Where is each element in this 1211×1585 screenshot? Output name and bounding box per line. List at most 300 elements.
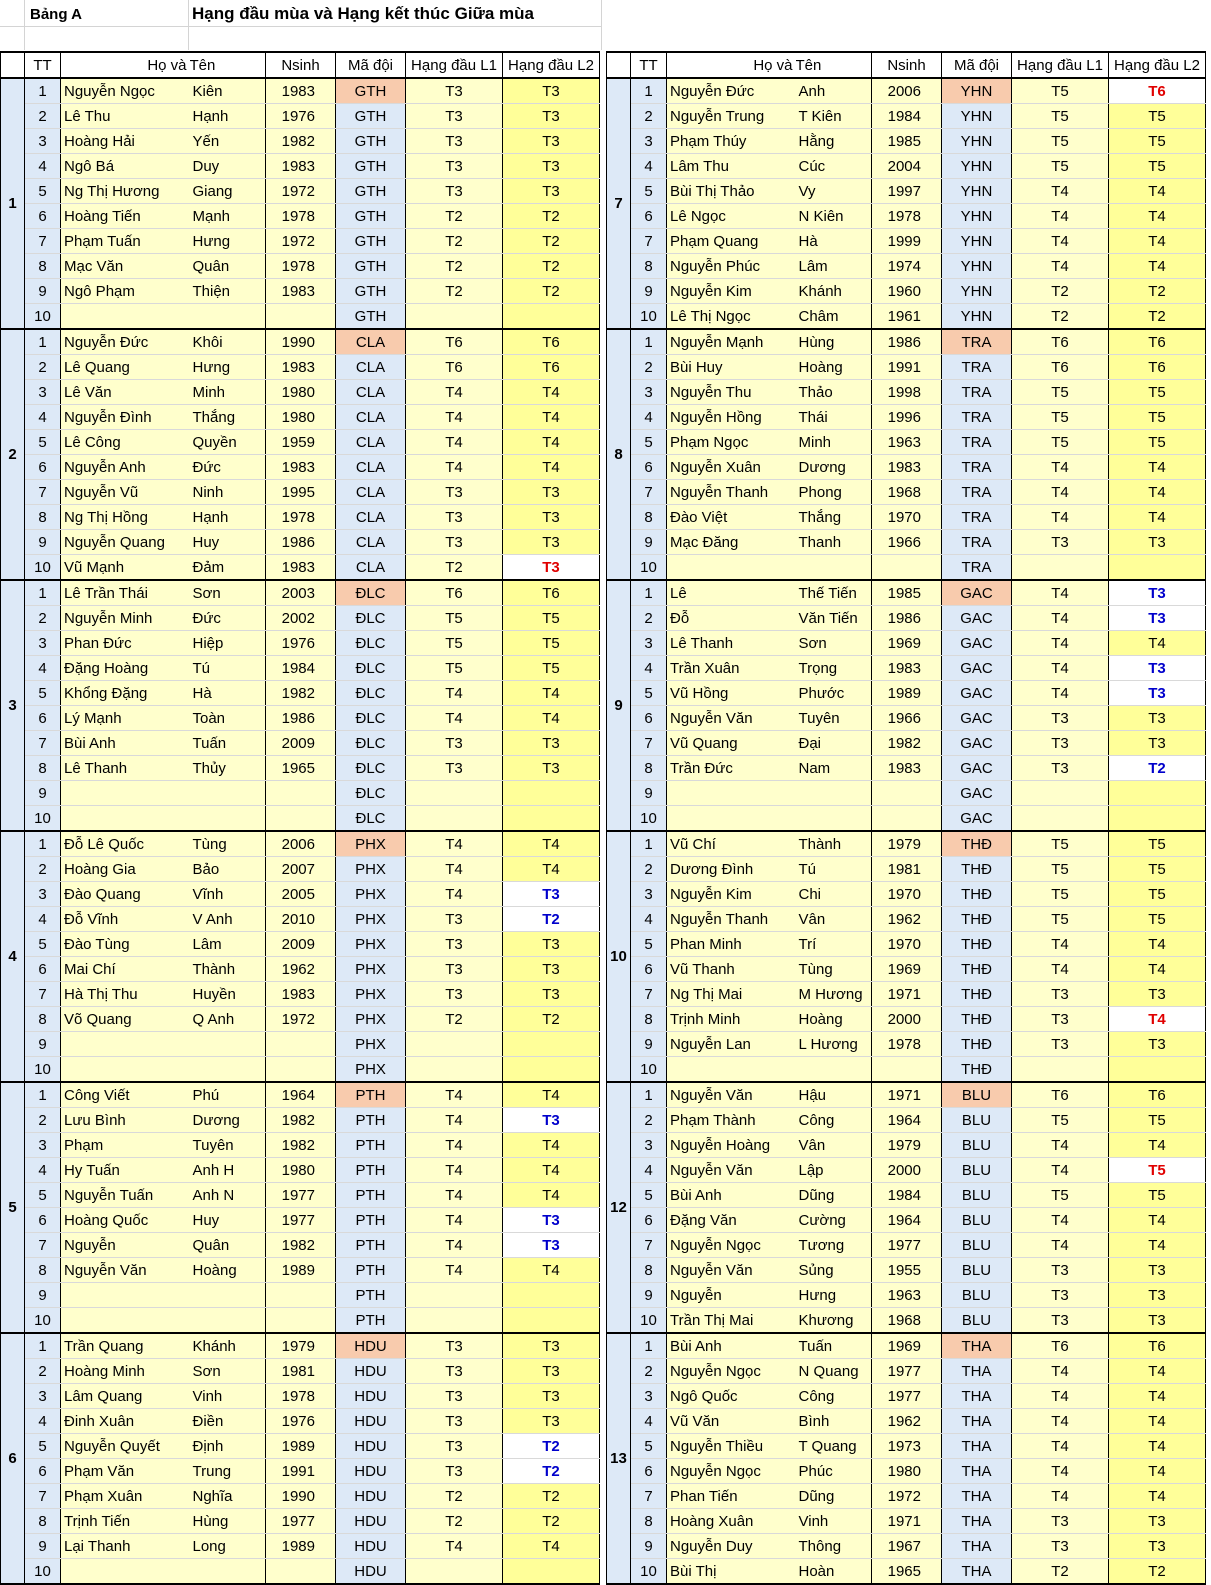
row-number: 8 bbox=[25, 1007, 61, 1032]
rank-l1: T4 bbox=[1012, 1359, 1109, 1384]
team-code: ĐLC bbox=[336, 756, 406, 781]
birth-year: 1983 bbox=[266, 455, 336, 480]
rank-l2: T4 bbox=[503, 405, 600, 430]
table-row bbox=[607, 555, 1206, 581]
player-surname: Nguyễn Quyết bbox=[61, 1434, 190, 1459]
rank-l2: T4 bbox=[1109, 1133, 1206, 1158]
rank-l2 bbox=[1109, 1057, 1206, 1083]
rank-l2: T4 bbox=[1109, 1384, 1206, 1409]
player-surname: Hoàng Xuân bbox=[667, 1509, 796, 1534]
row-number: 3 bbox=[25, 882, 61, 907]
rank-l1: T4 bbox=[406, 405, 503, 430]
table-row bbox=[1, 1057, 600, 1083]
player-given-name: Thắng bbox=[796, 505, 872, 530]
birth-year: 1978 bbox=[266, 505, 336, 530]
rank-l1: T3 bbox=[406, 1359, 503, 1384]
row-number: 9 bbox=[25, 1032, 61, 1057]
rank-l2: T4 bbox=[503, 681, 600, 706]
player-surname: Nguyễn Thiều bbox=[667, 1434, 796, 1459]
rank-l2: T2 bbox=[1109, 279, 1206, 304]
rank-l2: T2 bbox=[503, 1434, 600, 1459]
team-code: GAC bbox=[942, 756, 1012, 781]
row-number: 6 bbox=[25, 1208, 61, 1233]
birth-year: 1971 bbox=[872, 982, 942, 1007]
player-given-name: Lâm bbox=[796, 254, 872, 279]
rank-l2: T5 bbox=[1109, 104, 1206, 129]
birth-year: 1986 bbox=[266, 530, 336, 555]
header-ho: Họ và bbox=[61, 52, 190, 78]
team-code: GAC bbox=[942, 706, 1012, 731]
birth-year: 1980 bbox=[266, 405, 336, 430]
rank-l1 bbox=[406, 1308, 503, 1334]
birth-year: 1964 bbox=[872, 1108, 942, 1133]
player-given-name: T Quang bbox=[796, 1434, 872, 1459]
rank-l1: T3 bbox=[406, 932, 503, 957]
player-surname: Lê Thu bbox=[61, 104, 190, 129]
team-code: ĐLC bbox=[336, 631, 406, 656]
birth-year: 1982 bbox=[266, 681, 336, 706]
team-code: PHX bbox=[336, 1032, 406, 1057]
rank-l1: T5 bbox=[406, 631, 503, 656]
birth-year: 1970 bbox=[872, 505, 942, 530]
player-surname: Trần Thị Mai bbox=[667, 1308, 796, 1334]
rank-l2: T2 bbox=[503, 1509, 600, 1534]
player-surname: Hoàng Gia bbox=[61, 857, 190, 882]
rank-l1: T3 bbox=[1012, 1258, 1109, 1283]
birth-year: 1982 bbox=[266, 1133, 336, 1158]
row-number: 2 bbox=[25, 355, 61, 380]
gridline bbox=[188, 0, 189, 50]
header-row bbox=[1, 52, 600, 78]
row-number: 4 bbox=[25, 405, 61, 430]
row-number: 6 bbox=[25, 706, 61, 731]
birth-year: 1980 bbox=[266, 1158, 336, 1183]
player-surname: Mai Chí bbox=[61, 957, 190, 982]
rank-l2: T3 bbox=[503, 179, 600, 204]
player-given-name: Hùng bbox=[190, 1509, 266, 1534]
birth-year: 1976 bbox=[266, 104, 336, 129]
birth-year: 1982 bbox=[266, 1233, 336, 1258]
rank-l1: T3 bbox=[1012, 1308, 1109, 1334]
roster-table-left bbox=[0, 51, 600, 1585]
team-code: THA bbox=[942, 1534, 1012, 1559]
rank-l1: T4 bbox=[406, 1183, 503, 1208]
birth-year: 1980 bbox=[872, 1459, 942, 1484]
rank-l1 bbox=[406, 781, 503, 806]
player-given-name: Q Anh bbox=[190, 1007, 266, 1032]
rank-l2: T4 bbox=[503, 831, 600, 857]
team-code: CLA bbox=[336, 505, 406, 530]
row-number: 9 bbox=[25, 530, 61, 555]
table-row bbox=[1, 154, 600, 179]
rank-l2: T5 bbox=[503, 631, 600, 656]
rank-l2 bbox=[503, 781, 600, 806]
table-row bbox=[1, 1509, 600, 1534]
team-code: ĐLC bbox=[336, 656, 406, 681]
player-given-name: Minh bbox=[190, 380, 266, 405]
rank-l1: T4 bbox=[406, 857, 503, 882]
table-row bbox=[607, 857, 1206, 882]
player-surname: Lê Công bbox=[61, 430, 190, 455]
table-row bbox=[607, 78, 1206, 104]
player-surname: Hoàng Tiến bbox=[61, 204, 190, 229]
birth-year bbox=[266, 781, 336, 806]
player-given-name: Vân bbox=[796, 1133, 872, 1158]
row-number: 3 bbox=[631, 1384, 667, 1409]
player-given-name: Văn Tiến bbox=[796, 606, 872, 631]
player-given-name: Đại bbox=[796, 731, 872, 756]
rank-l1: T6 bbox=[1012, 329, 1109, 355]
team-code: YHN bbox=[942, 129, 1012, 154]
rank-l2: T4 bbox=[1109, 455, 1206, 480]
rank-l1: T5 bbox=[406, 656, 503, 681]
table-row bbox=[1, 932, 600, 957]
rank-l1: T4 bbox=[1012, 1409, 1109, 1434]
header-blank bbox=[1, 52, 25, 78]
birth-year: 1968 bbox=[872, 1308, 942, 1334]
table-row bbox=[1, 505, 600, 530]
rank-l1: T4 bbox=[1012, 606, 1109, 631]
team-code: GTH bbox=[336, 304, 406, 330]
team-code: CLA bbox=[336, 329, 406, 355]
player-surname bbox=[667, 806, 796, 832]
rank-l1: T2 bbox=[406, 229, 503, 254]
rank-l1: T4 bbox=[1012, 254, 1109, 279]
table-row bbox=[607, 1283, 1206, 1308]
team-code: YHN bbox=[942, 229, 1012, 254]
table-row bbox=[1, 1359, 600, 1384]
player-surname: Ng Thị Mai bbox=[667, 982, 796, 1007]
rank-l2: T4 bbox=[503, 430, 600, 455]
birth-year: 1976 bbox=[266, 1409, 336, 1434]
row-number: 2 bbox=[25, 606, 61, 631]
player-given-name: Cường bbox=[796, 1208, 872, 1233]
row-number: 3 bbox=[25, 1384, 61, 1409]
rank-l1: T2 bbox=[1012, 279, 1109, 304]
sheet-title-row bbox=[0, 0, 602, 28]
player-surname: Đỗ bbox=[667, 606, 796, 631]
roster-table-right bbox=[606, 51, 1206, 1585]
birth-year: 1979 bbox=[872, 831, 942, 857]
player-surname: Khổng Đặng bbox=[61, 681, 190, 706]
player-surname: Phạm Quang bbox=[667, 229, 796, 254]
rank-l2: T5 bbox=[1109, 1108, 1206, 1133]
rank-l1: T4 bbox=[1012, 455, 1109, 480]
table-row bbox=[1, 806, 600, 832]
player-surname bbox=[61, 781, 190, 806]
player-given-name: Nghĩa bbox=[190, 1484, 266, 1509]
row-number: 5 bbox=[631, 179, 667, 204]
rank-l1: T4 bbox=[1012, 229, 1109, 254]
player-given-name: Vĩnh bbox=[190, 882, 266, 907]
team-code: THĐ bbox=[942, 957, 1012, 982]
rank-l2: T4 bbox=[1109, 1208, 1206, 1233]
table-row bbox=[1, 1434, 600, 1459]
rank-l1: T3 bbox=[406, 1409, 503, 1434]
birth-year: 1983 bbox=[872, 455, 942, 480]
team-code: YHN bbox=[942, 179, 1012, 204]
rank-l1: T4 bbox=[406, 1082, 503, 1108]
player-given-name: Hoàng bbox=[796, 355, 872, 380]
row-number: 6 bbox=[25, 455, 61, 480]
rank-l1: T5 bbox=[1012, 907, 1109, 932]
birth-year: 1969 bbox=[872, 631, 942, 656]
player-given-name: Tương bbox=[796, 1233, 872, 1258]
rank-l2: T4 bbox=[1109, 229, 1206, 254]
rank-l2: T3 bbox=[1109, 580, 1206, 606]
gridline bbox=[0, 26, 602, 27]
rank-l2 bbox=[1109, 806, 1206, 832]
team-code: PHX bbox=[336, 1057, 406, 1083]
birth-year: 2010 bbox=[266, 907, 336, 932]
player-surname: Lưu Bình bbox=[61, 1108, 190, 1133]
player-surname: Hy Tuấn bbox=[61, 1158, 190, 1183]
rank-l1: T3 bbox=[406, 982, 503, 1007]
birth-year: 1964 bbox=[872, 1208, 942, 1233]
rank-l2: T2 bbox=[1109, 1559, 1206, 1585]
rank-l2: T2 bbox=[503, 279, 600, 304]
player-surname: Nguyễn Văn bbox=[667, 1082, 796, 1108]
birth-year: 1981 bbox=[266, 1359, 336, 1384]
row-number: 9 bbox=[631, 1283, 667, 1308]
player-given-name: Tú bbox=[190, 656, 266, 681]
table-row bbox=[1, 831, 600, 857]
rank-l1: T4 bbox=[1012, 681, 1109, 706]
rank-l2: T3 bbox=[1109, 606, 1206, 631]
birth-year: 2007 bbox=[266, 857, 336, 882]
header-nsinh: Nsinh bbox=[266, 52, 336, 78]
table-row bbox=[1, 1183, 600, 1208]
group-label: 13 bbox=[607, 1333, 631, 1584]
table-row bbox=[607, 254, 1206, 279]
birth-year: 1989 bbox=[266, 1258, 336, 1283]
team-code: YHN bbox=[942, 204, 1012, 229]
player-given-name: Châm bbox=[796, 304, 872, 330]
rank-l2: T5 bbox=[1109, 1158, 1206, 1183]
row-number: 9 bbox=[631, 279, 667, 304]
rank-l1 bbox=[406, 1057, 503, 1083]
table-row bbox=[607, 505, 1206, 530]
row-number: 2 bbox=[631, 1108, 667, 1133]
table-row bbox=[1, 1459, 600, 1484]
player-surname: Đặng Văn bbox=[667, 1208, 796, 1233]
rank-l2: T4 bbox=[1109, 1484, 1206, 1509]
player-surname: Ngô Quốc bbox=[667, 1384, 796, 1409]
rank-l2: T3 bbox=[1109, 681, 1206, 706]
row-number: 2 bbox=[25, 104, 61, 129]
rank-l1: T3 bbox=[406, 104, 503, 129]
row-number: 5 bbox=[25, 179, 61, 204]
row-number: 5 bbox=[631, 1434, 667, 1459]
player-given-name: Anh bbox=[796, 78, 872, 104]
rank-l2: T3 bbox=[1109, 1308, 1206, 1334]
player-surname: Hoàng Minh bbox=[61, 1359, 190, 1384]
player-given-name: Kiên bbox=[190, 78, 266, 104]
row-number: 3 bbox=[631, 380, 667, 405]
rank-l1: T2 bbox=[406, 279, 503, 304]
rank-l1: T5 bbox=[1012, 430, 1109, 455]
player-surname: Nguyễn Lan bbox=[667, 1032, 796, 1057]
table-row bbox=[1, 1032, 600, 1057]
birth-year: 1989 bbox=[266, 1434, 336, 1459]
table-row bbox=[1, 1534, 600, 1559]
player-given-name: Dương bbox=[796, 455, 872, 480]
table-row bbox=[607, 355, 1206, 380]
player-surname: Nguyễn Thanh bbox=[667, 480, 796, 505]
team-code: HDU bbox=[336, 1459, 406, 1484]
row-number: 1 bbox=[631, 329, 667, 355]
player-given-name: N Kiên bbox=[796, 204, 872, 229]
rank-l2: T5 bbox=[1109, 857, 1206, 882]
rank-l2: T5 bbox=[1109, 430, 1206, 455]
row-number: 3 bbox=[631, 631, 667, 656]
birth-year: 1991 bbox=[266, 1459, 336, 1484]
team-code: ĐLC bbox=[336, 731, 406, 756]
row-number: 1 bbox=[631, 1333, 667, 1359]
rank-l1: T6 bbox=[406, 329, 503, 355]
birth-year: 2009 bbox=[266, 731, 336, 756]
rank-l2: T5 bbox=[1109, 129, 1206, 154]
row-number: 3 bbox=[631, 129, 667, 154]
player-given-name: Hoàng bbox=[190, 1258, 266, 1283]
rank-l2: T4 bbox=[503, 706, 600, 731]
rank-l1: T4 bbox=[406, 1208, 503, 1233]
player-surname: Dương Đình bbox=[667, 857, 796, 882]
team-code: GAC bbox=[942, 656, 1012, 681]
team-code: PHX bbox=[336, 857, 406, 882]
team-code: PTH bbox=[336, 1258, 406, 1283]
birth-year: 1983 bbox=[266, 355, 336, 380]
birth-year bbox=[872, 1057, 942, 1083]
player-surname bbox=[61, 1308, 190, 1334]
player-surname: Nguyễn Anh bbox=[61, 455, 190, 480]
birth-year bbox=[872, 806, 942, 832]
table-row bbox=[1, 355, 600, 380]
group-label: 5 bbox=[1, 1082, 25, 1333]
rank-l2: T4 bbox=[503, 1534, 600, 1559]
rank-l1: T4 bbox=[1012, 204, 1109, 229]
rank-l1: T6 bbox=[406, 355, 503, 380]
table-row bbox=[1, 681, 600, 706]
group-label: 6 bbox=[1, 1333, 25, 1584]
player-surname bbox=[61, 1032, 190, 1057]
rank-l1: T4 bbox=[1012, 480, 1109, 505]
player-given-name: Thông bbox=[796, 1534, 872, 1559]
player-given-name: Bình bbox=[796, 1409, 872, 1434]
birth-year: 1961 bbox=[872, 304, 942, 330]
player-given-name: Cúc bbox=[796, 154, 872, 179]
table-row bbox=[1, 480, 600, 505]
row-number: 2 bbox=[25, 1108, 61, 1133]
row-number: 4 bbox=[631, 154, 667, 179]
team-code: BLU bbox=[942, 1208, 1012, 1233]
team-code: THA bbox=[942, 1484, 1012, 1509]
rank-l1: T6 bbox=[1012, 1333, 1109, 1359]
player-given-name: Công bbox=[796, 1384, 872, 1409]
player-given-name: T Kiên bbox=[796, 104, 872, 129]
row-number: 6 bbox=[631, 1459, 667, 1484]
birth-year: 1972 bbox=[872, 1484, 942, 1509]
rank-l2: T3 bbox=[503, 154, 600, 179]
team-code: YHN bbox=[942, 78, 1012, 104]
team-code: PTH bbox=[336, 1133, 406, 1158]
table-row bbox=[1, 380, 600, 405]
row-number: 1 bbox=[25, 580, 61, 606]
table-row bbox=[607, 1057, 1206, 1083]
rank-l1: T3 bbox=[406, 480, 503, 505]
player-given-name: Giang bbox=[190, 179, 266, 204]
rank-l1: T4 bbox=[406, 1108, 503, 1133]
team-code: YHN bbox=[942, 254, 1012, 279]
table-row bbox=[607, 1183, 1206, 1208]
rank-l2: T3 bbox=[503, 505, 600, 530]
team-code: HDU bbox=[336, 1484, 406, 1509]
team-code: GTH bbox=[336, 154, 406, 179]
rank-l2: T6 bbox=[1109, 329, 1206, 355]
player-given-name: Thủy bbox=[190, 756, 266, 781]
rank-l2: T3 bbox=[503, 78, 600, 104]
table-row bbox=[1, 129, 600, 154]
player-surname bbox=[667, 555, 796, 581]
rank-l1: T3 bbox=[406, 1459, 503, 1484]
player-given-name bbox=[190, 1283, 266, 1308]
team-code: CLA bbox=[336, 430, 406, 455]
rank-l2: T2 bbox=[503, 254, 600, 279]
table-row bbox=[1, 530, 600, 555]
rank-l1: T3 bbox=[406, 530, 503, 555]
birth-year: 2004 bbox=[872, 154, 942, 179]
birth-year: 1962 bbox=[872, 907, 942, 932]
table-row bbox=[1, 329, 600, 355]
rank-l2: T3 bbox=[503, 530, 600, 555]
player-surname: Vũ Mạnh bbox=[61, 555, 190, 581]
player-given-name bbox=[190, 1559, 266, 1585]
player-given-name bbox=[796, 1057, 872, 1083]
rank-l2: T4 bbox=[1109, 1434, 1206, 1459]
player-surname: Đặng Hoàng bbox=[61, 656, 190, 681]
player-given-name: Sơn bbox=[190, 580, 266, 606]
player-given-name: Hậu bbox=[796, 1082, 872, 1108]
player-given-name: Hạnh bbox=[190, 505, 266, 530]
table-row bbox=[607, 1384, 1206, 1409]
rank-l1: T3 bbox=[406, 1333, 503, 1359]
player-given-name bbox=[796, 806, 872, 832]
rank-l2: T4 bbox=[1109, 631, 1206, 656]
header-rank-l2: Hạng đầu L2 bbox=[1109, 52, 1206, 78]
group-label: 7 bbox=[607, 78, 631, 329]
table-row bbox=[1, 1082, 600, 1108]
birth-year: 1983 bbox=[266, 982, 336, 1007]
team-code: GTH bbox=[336, 179, 406, 204]
player-surname: Nguyễn Ngọc bbox=[667, 1459, 796, 1484]
player-given-name: V Anh bbox=[190, 907, 266, 932]
rank-l2: T3 bbox=[503, 1333, 600, 1359]
birth-year bbox=[266, 304, 336, 330]
rank-l1: T4 bbox=[406, 882, 503, 907]
row-number: 1 bbox=[25, 1333, 61, 1359]
player-given-name: Hà bbox=[796, 229, 872, 254]
player-given-name: Trung bbox=[190, 1459, 266, 1484]
team-code: CLA bbox=[336, 555, 406, 581]
team-code: PHX bbox=[336, 907, 406, 932]
table-row bbox=[1, 254, 600, 279]
row-number: 4 bbox=[25, 656, 61, 681]
player-given-name: Phúc bbox=[796, 1459, 872, 1484]
rank-l1: T2 bbox=[406, 204, 503, 229]
row-number: 4 bbox=[631, 405, 667, 430]
player-surname: Phan Đức bbox=[61, 631, 190, 656]
table-row bbox=[607, 1409, 1206, 1434]
